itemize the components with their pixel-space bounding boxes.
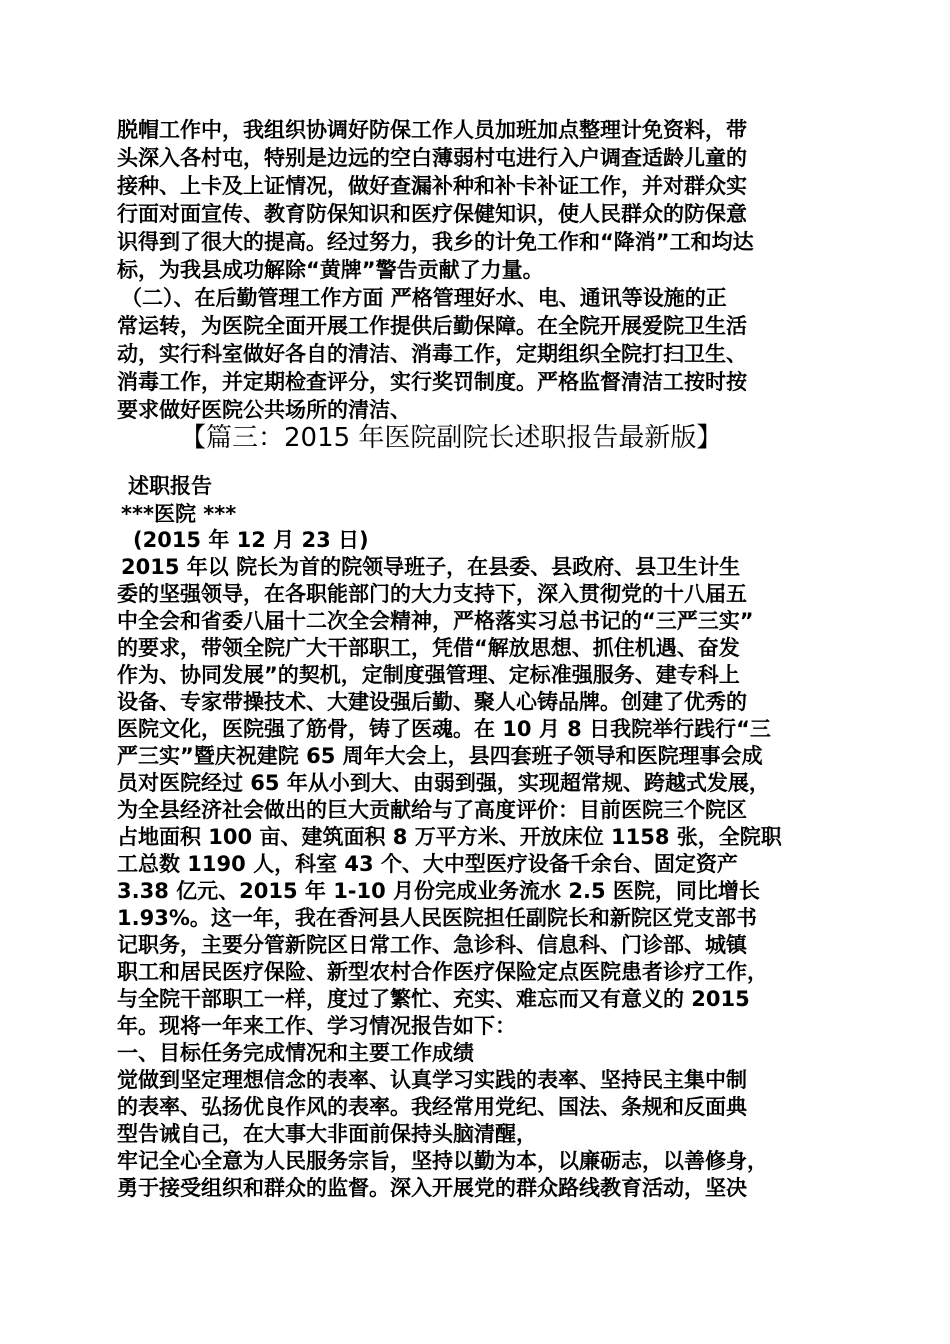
- body-line: 医院文化，医院强了筋骨，铸了医魂。在 10 月 8 日我院举行践行“三: [117, 717, 771, 741]
- body-line: 3.38 亿元、2015 年 1-10 月份完成业务流水 2.5 医院，同比增长: [117, 879, 760, 903]
- body-line: 员对医院经过 65 年从小到大、由弱到强，实现超常规、跨越式发展，: [117, 771, 770, 795]
- report-title: 述职报告: [128, 474, 212, 498]
- body-line: 职工和居民医疗保险、新型农村合作医疗保险定点医院患者诊疗工作，: [117, 960, 768, 984]
- body-line: 中全会和省委八届十二次全会精神，严格落实习总书记的“三严三实”: [117, 609, 754, 633]
- body-line: 接种、上卡及上证情况，做好查漏补种和补卡补证工作，并对群众实: [117, 174, 747, 198]
- section-heading: 【篇三：2015 年医院副院长述职报告最新版】: [180, 423, 723, 453]
- body-line: 脱帽工作中，我组织协调好防保工作人员加班加点整理计免资料，带: [117, 118, 747, 142]
- body-line: 记职务，主要分管新院区日常工作、急诊科、信息科、门诊部、城镇: [117, 933, 747, 957]
- body-line: 牢记全心全意为人民服务宗旨，坚持以勤为本，以廉砺志，以善修身，: [117, 1149, 768, 1173]
- body-line: 设备、专家带操技术、大建设强后勤、聚人心铸品牌。创建了优秀的: [117, 690, 747, 714]
- subsection-heading: 一、目标任务完成情况和主要工作成绩: [117, 1041, 474, 1065]
- body-line: 动，实行科室做好各自的清洁、消毒工作，定期组织全院打扫卫生、: [117, 342, 747, 366]
- body-line: 消毒工作，并定期检查评分，实行奖罚制度。严格监督清洁工按时按: [117, 370, 747, 394]
- body-line: （二）、在后勤管理工作方面 严格管理好水、电、通讯等设施的正: [121, 286, 727, 310]
- body-line: 识得到了很大的提高。经过努力，我乡的计免工作和“降消”工和均达: [117, 230, 754, 254]
- body-line: 2015 年以 院长为首的院领导班子，在县委、县政府、县卫生计生: [121, 555, 741, 579]
- body-line: 工总数 1190 人，科室 43 个、大中型医疗设备千余台、固定资产: [117, 852, 738, 876]
- body-line: 作为、协同发展”的契机，定制度强管理、定标准强服务、建专科上: [117, 663, 740, 687]
- body-line: 委的坚强领导，在各职能部门的大力支持下，深入贯彻党的十八届五: [117, 582, 747, 606]
- body-line: 勇于接受组织和群众的监督。深入开展党的群众路线教育活动，坚决: [117, 1176, 747, 1200]
- body-line: 型告诫自己，在大事大非面前保持头脑清醒，: [117, 1122, 537, 1146]
- body-line: 严三实”暨庆祝建院 65 周年大会上，县四套班子领导和医院理事会成: [117, 744, 763, 768]
- body-line: 与全院干部职工一样，度过了繁忙、充实、难忘而又有意义的 2015: [117, 987, 750, 1011]
- body-line: 1.93%。这一年，我在香河县人民医院担任副院长和新院区党支部书: [117, 906, 757, 930]
- body-line: 标，为我县成功解除“黄牌”警告贡献了力量。: [117, 258, 544, 282]
- body-line: 的表率、弘扬优良作风的表率。我经常用党纪、国法、条规和反面典: [117, 1095, 747, 1119]
- report-author: ***医院 ***: [121, 502, 237, 526]
- body-line: 常运转，为医院全面开展工作提供后勤保障。在全院开展爱院卫生活: [117, 314, 747, 338]
- body-line: 行面对面宣传、教育防保知识和医疗保健知识，使人民群众的防保意: [117, 202, 747, 226]
- body-line: 的要求，带领全院广大干部职工，凭借“解放思想、抓住机遇、奋发: [117, 636, 740, 660]
- body-line: 头深入各村屯，特别是边远的空白薄弱村屯进行入户调查适龄儿童的: [117, 146, 747, 170]
- body-line: 觉做到坚定理想信念的表率、认真学习实践的表率、坚持民主集中制: [117, 1068, 747, 1092]
- report-date: (2015 年 12 月 23 日): [133, 528, 369, 552]
- body-line: 要求做好医院公共场所的清洁、: [117, 398, 411, 422]
- body-line: 为全县经济社会做出的巨大贡献给与了高度评价：目前医院三个院区: [117, 798, 747, 822]
- body-line: 年。现将一年来工作、学习情况报告如下：: [117, 1014, 516, 1038]
- body-line: 占地面积 100 亩、建筑面积 8 万平方米、开放床位 1158 张，全院职: [117, 825, 782, 849]
